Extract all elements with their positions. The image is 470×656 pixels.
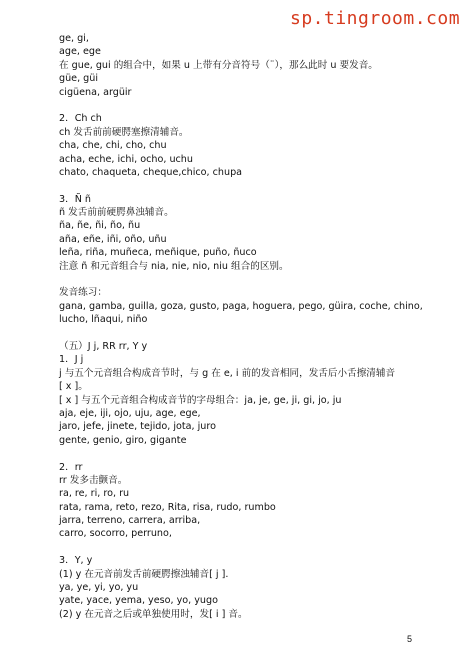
text-line: (2) y 在元音之后或单独使用时，发[ i ] 音。 (59, 608, 248, 620)
text-line: 3．Y, y (59, 555, 93, 567)
text-line: carro, socorro, perruno, (59, 528, 172, 540)
text-line: lucho, lñaqui, niño (59, 314, 148, 326)
text-line: aja, eje, iji, ojo, uju, age, ege, (59, 407, 201, 419)
text-line: [ x ]。 (59, 381, 88, 393)
text-line: 在 gue, gui 的组合中，如果 u 上带有分音符号（¨），那么此时 u 要发音。 (59, 59, 378, 71)
text-line: ra, re, ri, ro, ru (59, 488, 130, 500)
text-line: aña, eñe, iñi, oño, uñu (59, 233, 167, 245)
text-line: (1) y 在元音前发舌前硬腭擦浊辅音[ j ]. (59, 568, 229, 580)
text-line: chato, chaqueta, cheque,chico, chupa (59, 166, 243, 178)
text-line: jaro, jefe, jinete, tejido, jota, juro (59, 421, 216, 433)
text-line: 1．J j (59, 354, 84, 366)
text-line: 3．Ñ ñ (59, 193, 92, 205)
text-line: ch 发舌前前硬腭塞擦清辅音。 (59, 126, 189, 138)
text-line: güe, güi (59, 73, 99, 85)
document-body (59, 32, 429, 621)
text-line: rata, rama, reto, rezo, Rita, risa, rudo, rumbo (59, 501, 276, 513)
text-line: [ x ] 与五个元音组合构成音节的字母组合：ja, je, ge, ji, gi, jo, ju (59, 394, 342, 406)
text-line: ya, ye, yi, yo, yu (59, 582, 139, 594)
text-line: acha, eche, ichi, ocho, uchu (59, 153, 193, 165)
text-line: ñ 发舌前前硬腭鼻浊辅音。 (59, 207, 174, 219)
text-line: cigüena, argüir (59, 86, 132, 98)
text-line: 发音练习： (59, 287, 107, 299)
text-line: 2．Ch ch (59, 113, 102, 125)
text-line: leña, riña, muñeca, meñique, puño, ñuco (59, 247, 257, 259)
blank-line (59, 541, 429, 554)
text-line: gente, genio, giro, gigante (59, 434, 187, 446)
text-line: gana, gamba, guilla, goza, gusto, paga, hoguera, pego, güira, coche, chino, (59, 300, 423, 312)
text-line: age, ege (59, 46, 101, 58)
text-line: yate, yace, yema, yeso, yo, yugo (59, 595, 218, 607)
blank-line (59, 447, 429, 460)
text-line: 2．rr (59, 461, 83, 473)
text-line: 注意 ñ 和元音组合与 nia, nie, nio, niu 组合的区别。 (59, 260, 289, 272)
text-line: rr 发多击颤音。 (59, 474, 128, 486)
page-number: 5 (407, 634, 413, 644)
text-line: j 与五个元音组合构成音节时，与 g 在 e, i 前的发音相同，发舌后小舌擦清辅音 (59, 367, 396, 379)
blank-line (59, 273, 429, 286)
text-line: ge, gi, (59, 33, 89, 44)
blank-line (59, 327, 429, 340)
text-line: cha, che, chi, cho, chu (59, 140, 167, 152)
text-line: jarra, terreno, carrera, arriba, (59, 515, 201, 527)
text-line: （五）J j, RR rr, Y y (59, 340, 148, 352)
site-watermark: sp.tingroom.com (290, 8, 461, 29)
blank-line (59, 179, 429, 192)
text-line: ña, ñe, ñi, ño, ñu (59, 220, 141, 232)
blank-line (59, 99, 429, 112)
